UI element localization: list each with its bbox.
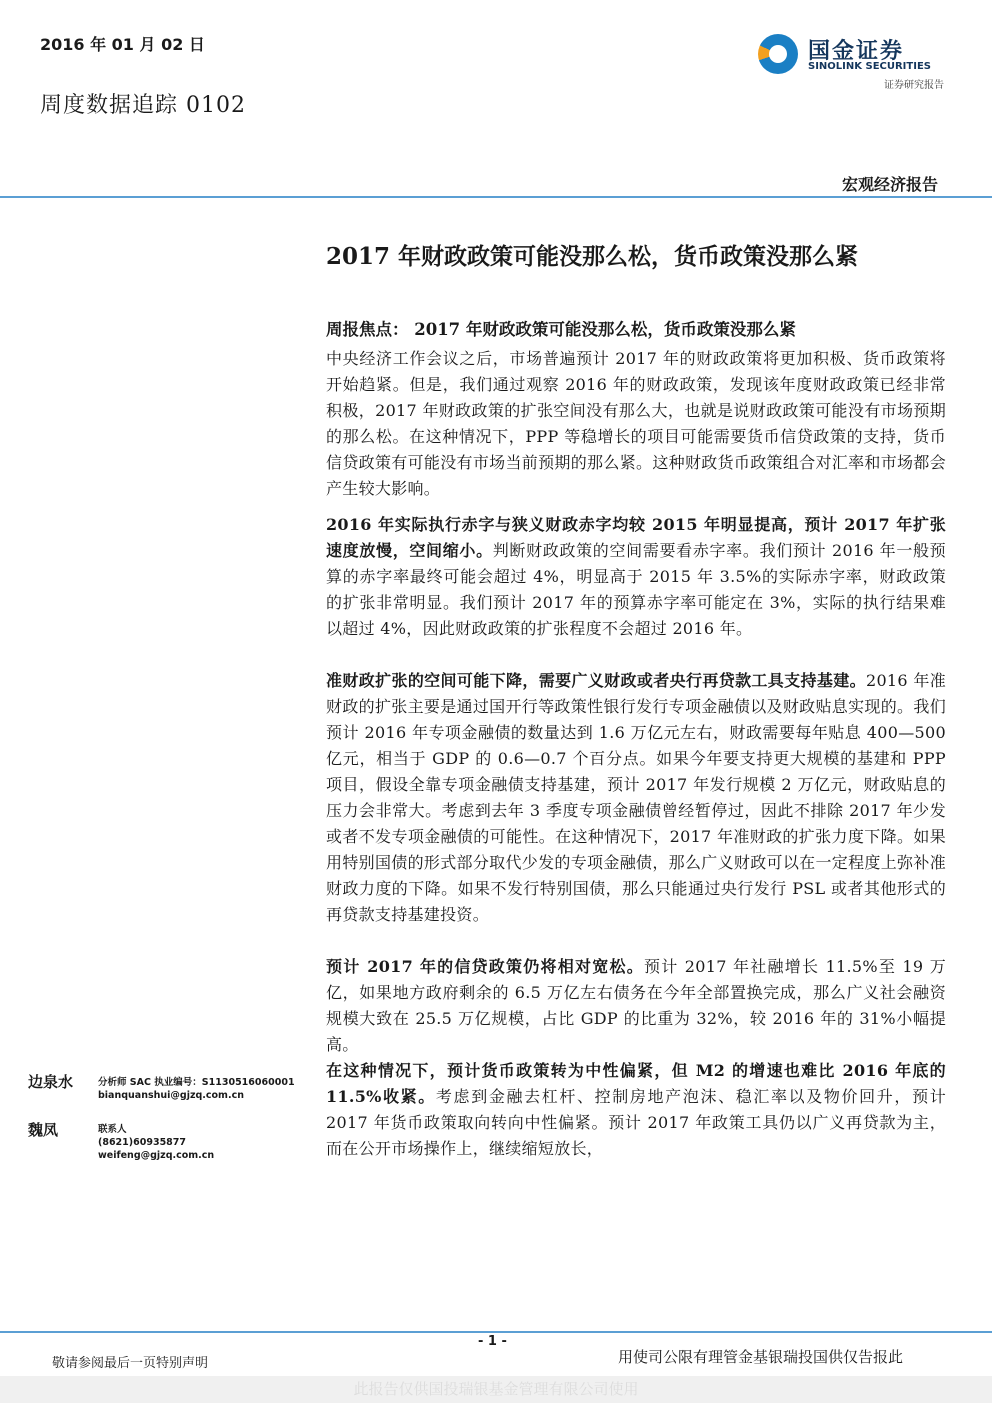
- paragraph-2-lead: 2016 年实际执行赤字与狭义财政赤字均较 2015 年明显提高，预计 2017 年扩张速度放慢，空间缩小。: [326, 515, 946, 560]
- paragraph-3-lead: 准财政扩张的空间可能下降，需要广义财政或者央行再贷款工具支持基建。: [326, 671, 866, 690]
- page-number: - 1 -: [478, 1334, 507, 1349]
- contact-phone: (8621)60935877: [98, 1137, 187, 1148]
- sinolink-logo-icon: [758, 34, 798, 74]
- report-body: [326, 316, 946, 1162]
- analyst-email: bianquanshui@gjzq.com.cn: [98, 1090, 244, 1101]
- contact-name: 魏凤: [28, 1121, 59, 1139]
- header-divider: [0, 196, 992, 198]
- paragraph-2: [326, 512, 946, 642]
- report-title: 2017 年财政政策可能没那么松，货币政策没那么紧: [326, 243, 859, 270]
- logo-english-name: SINOLINK SECURITIES: [808, 61, 931, 72]
- focus-heading: 周报焦点： 2017 年财政政策可能没那么松，货币政策没那么紧: [326, 320, 796, 339]
- contact-role: 联系人: [98, 1124, 127, 1135]
- analyst-name: 边泉水: [28, 1073, 74, 1091]
- paragraph-5-text: 考虑到金融去杠杆、控制房地产泡沫、稳汇率以及物价回升，预计 2017 年货币政策取向转向中性偏紧。预计 2017 年政策工具仍以广义再贷款为主，而在公开市场操作上，继续缩短放长，: [326, 1087, 947, 1158]
- contact-email: weifeng@gjzq.com.cn: [98, 1150, 215, 1161]
- report-date: 2016 年 01 月 02 日: [40, 35, 205, 54]
- paragraph-5-lead: 在这种情况下，预计货币政策转为中性偏紧，但 M2 的增速也难比 2016 年底的 11.5%收紧。: [326, 1061, 946, 1106]
- paragraph-2-text: 判断财政政策的空间需要看赤字率。我们预计 2016 年一般预算的赤字率最终可能会超过 4%，明显高于 2015 年 3.5%的实际赤字率，财政政策的扩张非常明显。我们预计 2017 年的预算赤字率可能定在 3%，实际的执行结果难以超过 4%，因此财政政策的扩张程度不会超过 2016 年。: [326, 541, 946, 638]
- analyst-info: [98, 1076, 295, 1102]
- logo-chinese-name: 国金证券: [808, 39, 905, 64]
- paragraph-3-text: 2016 年准财政的扩张主要是通过国开行等政策性银行发行专项金融债以及财政贴息实现的。我们预计 2016 年专项金融债的数量达到 1.6 万亿元左右，财政需要每年贴息 400—500 亿元，相当于 GDP 的 0.6—0.7 个百分点。如果今年要支持更大规模的基建和 PPP 项目，假设全靠专项金融债支持基建，预计 2017 年发行规模 2 万亿元，财政贴息的压力会非常大。考虑到去年 3 季度专项金融债曾经暂停过，因此不排除 2017 年少发或者不发专项金融债的可能性。在这种情况下，2017 年准财政的扩张力度下降。如果用特别国债的形式部分取代少发的专项金融债，那么广义财政可以在一定程度上弥补准财政力度的下降。如果不发行特别国债，那么只能通过央行发行 PSL 或者其他形式的再贷款支持基建投资。: [326, 671, 946, 924]
- logo-subtitle: 证券研究报告: [884, 80, 944, 91]
- weekly-tracking-title: 周度数据追踪 0102: [40, 93, 246, 118]
- paragraph-4: [326, 954, 946, 1058]
- analyst-sac-number: 分析师 SAC 执业编号：S1130516060001: [98, 1077, 295, 1088]
- contact-info: [98, 1123, 214, 1162]
- usage-watermark: 此报告仅供国投瑞银基金管理有限公司使用: [0, 1376, 992, 1403]
- paragraph-1: 中央经济工作会议之后，市场普遍预计 2017 年的财政政策将更加积极、货币政策将开始趋紧。但是，我们通过观察 2016 年的财政政策，发现该年度财政政策已经非常积极，2017 年财政政策的扩张空间没有那么大，也就是说财政政策可能没有市场预期的那么松。在这种情况下，PPP 等稳增长的项目可能需要货币信贷政策的支持，货币信贷政策有可能没有市场当前预期的那么紧。这种财政货币政策组合对汇率和市场都会产生较大影响。: [326, 349, 946, 498]
- paragraph-5: [326, 1058, 946, 1162]
- sinolink-logo: [758, 32, 948, 90]
- report-type: 宏观经济报告: [841, 175, 938, 194]
- footer-divider: [0, 1331, 992, 1333]
- paragraph-4-lead: 预计 2017 年的信贷政策仍将相对宽松。: [326, 957, 644, 976]
- paragraph-4-text: 预计 2017 年社融增长 11.5%至 19 万亿，如果地方政府剩余的 6.5 万亿左右债务在今年全部置换完成，那么广义社会融资规模大致在 25.5 万亿规模，占比 GDP 的比重为 32%，较 2016 年的 31%小幅提高。: [326, 957, 946, 1054]
- paragraph-3: [326, 668, 946, 928]
- footer-usage-note: 用使司公限有理管金基银瑞投国供仅告报此: [618, 1348, 904, 1366]
- disclaimer-note: 敬请参阅最后一页特别声明: [52, 1356, 209, 1371]
